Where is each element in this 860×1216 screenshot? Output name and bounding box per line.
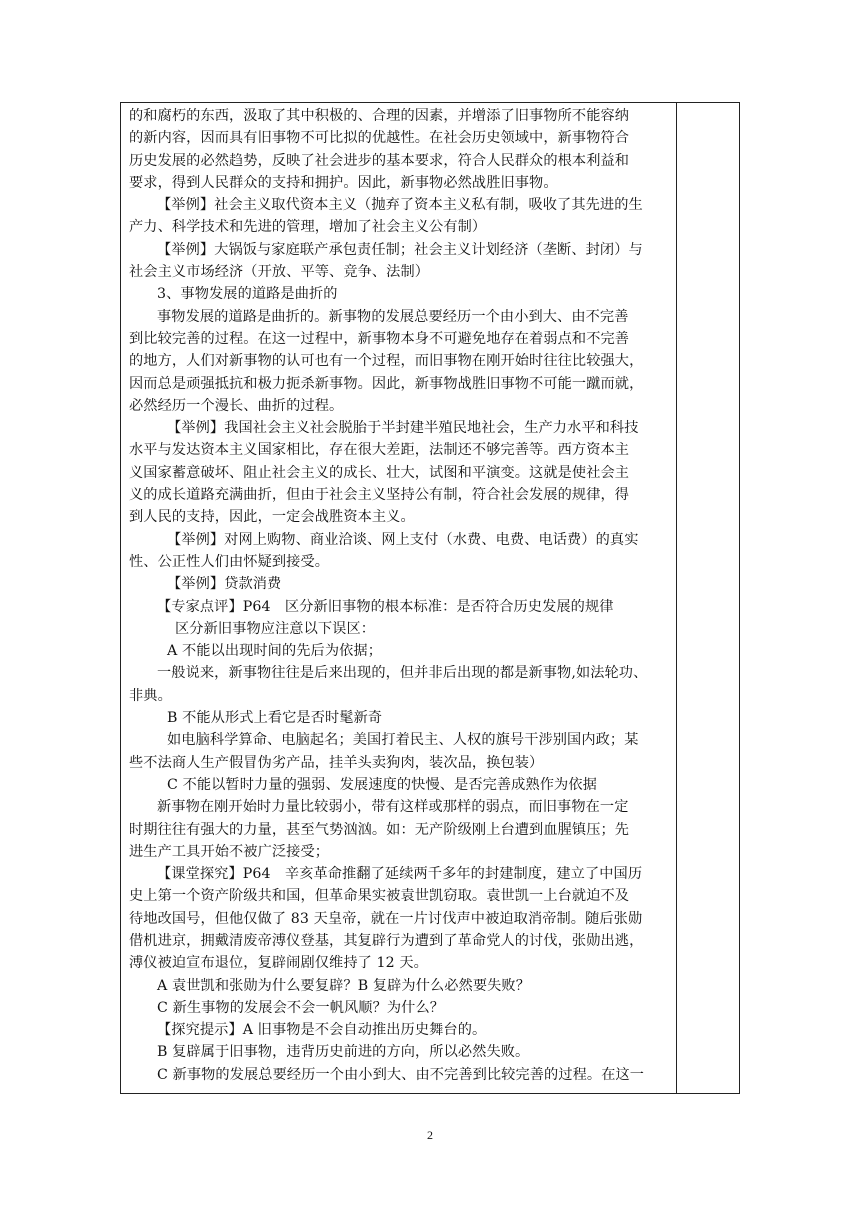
text-line: 【举例】对网上购物、商业洽谈、网上支付（水费、电费、电话费）的真实 bbox=[167, 531, 639, 548]
text-line: B 不能从形式上看它是否时髦新奇 bbox=[167, 710, 383, 727]
text-line: 借机进京，拥戴清废帝溥仪登基，其复辟行为遭到了革命党人的讨伐，张勋出逃， bbox=[129, 932, 644, 949]
text-line: 的和腐朽的东西，汲取了其中积极的、合理的因素，并增添了旧事物所不能容纳 bbox=[129, 108, 630, 124]
main-text-cell bbox=[129, 105, 671, 1086]
text-line: A 袁世凯和张勋为什么要复辟？B 复辟为什么必然要失败？ bbox=[157, 977, 530, 994]
text-line: 要求，得到人民群众的支持和拥护。因此，新事物必然战胜旧事物。 bbox=[129, 174, 558, 191]
text-line: 【举例】我国社会主义社会脱胎于半封建半殖民地社会，生产力水平和科技 bbox=[167, 420, 639, 437]
text-line: 性、公正性人们由怀疑到接受。 bbox=[129, 553, 330, 570]
text-line: 到人民的支持，因此，一定会战胜资本主义。 bbox=[129, 509, 415, 526]
text-line: 【举例】大锅饭与家庭联产承包责任制；社会主义计划经济（垄断、封闭）与 bbox=[157, 241, 643, 258]
text-line: C 新事物的发展总要经历一个由小到大、由不完善到比较完善的过程。在这一 bbox=[157, 1066, 645, 1083]
text-line: 如电脑科学算命、电脑起名；美国打着民主、人权的旗号干涉别国内政；某 bbox=[167, 732, 639, 749]
text-line: 社会主义市场经济（开放、平等、竞争、法制） bbox=[129, 264, 430, 281]
text-line: 到比较完善的过程。在这一过程中，新事物本身不可避免地存在着弱点和不完善 bbox=[129, 330, 630, 347]
text-line: 溥仪被迫宣布退位，复辟闹剧仅维持了 12 天。 bbox=[129, 955, 428, 972]
page-number: 2 bbox=[427, 1128, 433, 1142]
text-line: 必然经历一个漫长、曲折的过程。 bbox=[129, 397, 344, 414]
text-line: 一般说来，新事物往往是后来出现的，但并非后出现的都是新事物,如法轮功、 bbox=[157, 665, 648, 682]
text-line: B 复辟属于旧事物，违背历史前进的方向，所以必然失败。 bbox=[157, 1044, 530, 1061]
text-line: 的地方，人们对新事物的认可也有一个过程，而旧事物在刚开始时往往比较强大， bbox=[129, 353, 644, 370]
text-line: 区分新旧事物应注意以下误区： bbox=[175, 620, 376, 637]
text-line: A 不能以出现时间的先后为依据； bbox=[167, 643, 382, 660]
text-line: 【课堂探究】P64 辛亥革命推翻了延续两千多年的封建制度，建立了中国历 bbox=[157, 866, 643, 883]
text-line: C 新生事物的发展会不会一帆风顺？为什么？ bbox=[157, 999, 445, 1016]
text-line: 义国家蓄意破坏、阻止社会主义的成长、壮大，试图和平演变。这就是使社会主 bbox=[129, 464, 630, 481]
text-line: 些不法商人生产假冒伪劣产品，挂羊头卖狗肉，装次品，换包装） bbox=[129, 754, 544, 771]
text-line: 3、事物发展的道路是曲折的 bbox=[157, 286, 338, 303]
text-line: 【举例】贷款消费 bbox=[167, 576, 282, 593]
text-line: 因而总是顽强抵抗和极力扼杀新事物。因此，新事物战胜旧事物不可能一蹴而就， bbox=[129, 375, 644, 392]
text-line: C 不能以暂时力量的强弱、发展速度的快慢、是否完善成熟作为依据 bbox=[167, 776, 597, 793]
text-line: 事物发展的道路是曲折的。新事物的发展总要经历一个由小到大、由不完善 bbox=[157, 308, 629, 325]
text-line: 史上第一个资产阶级共和国，但革命果实被袁世凯窃取。袁世凯一上台就迫不及 bbox=[129, 888, 630, 905]
text-line: 【专家点评】P64 区分新旧事物的根本标准：是否符合历史发展的规律 bbox=[157, 598, 614, 615]
text-line: 产力、科学技术和先进的管理，增加了社会主义公有制） bbox=[129, 219, 487, 236]
text-line: 进生产工具开始不被广泛接受； bbox=[129, 843, 330, 860]
text-line: 历史发展的必然趋势，反映了社会进步的基本要求，符合人民群众的根本利益和 bbox=[129, 152, 630, 169]
text-line: 义的成长道路充满曲折，但由于社会主义坚持公有制，符合社会发展的规律，得 bbox=[129, 487, 630, 504]
text-line: 水平与发达资本主义国家相比，存在很大差距，法制还不够完善等。西方资本主 bbox=[129, 442, 630, 459]
text-line: 待地改国号，但他仅做了 83 天皇帝，就在一片讨伐声中被迫取消帝制。随后张勋 bbox=[129, 910, 643, 927]
column-divider bbox=[676, 103, 677, 1093]
text-line: 新事物在刚开始时力量比较弱小，带有这样或那样的弱点，而旧事物在一定 bbox=[157, 799, 629, 816]
text-line: 非典。 bbox=[129, 687, 172, 704]
text-line: 【举例】社会主义取代资本主义（抛弃了资本主义私有制，吸收了其先进的生 bbox=[157, 197, 643, 214]
text-line: 【探究提示】A 旧事物是不会自动推出历史舞台的。 bbox=[157, 1022, 487, 1039]
content-table bbox=[120, 102, 740, 1094]
text-line: 的新内容，因而具有旧事物不可比拟的优越性。在社会历史领域中，新事物符合 bbox=[129, 130, 630, 147]
text-line: 时期往往有强大的力量，甚至气势汹汹。如：无产阶级刚上台遭到血腥镇压；先 bbox=[129, 821, 630, 838]
